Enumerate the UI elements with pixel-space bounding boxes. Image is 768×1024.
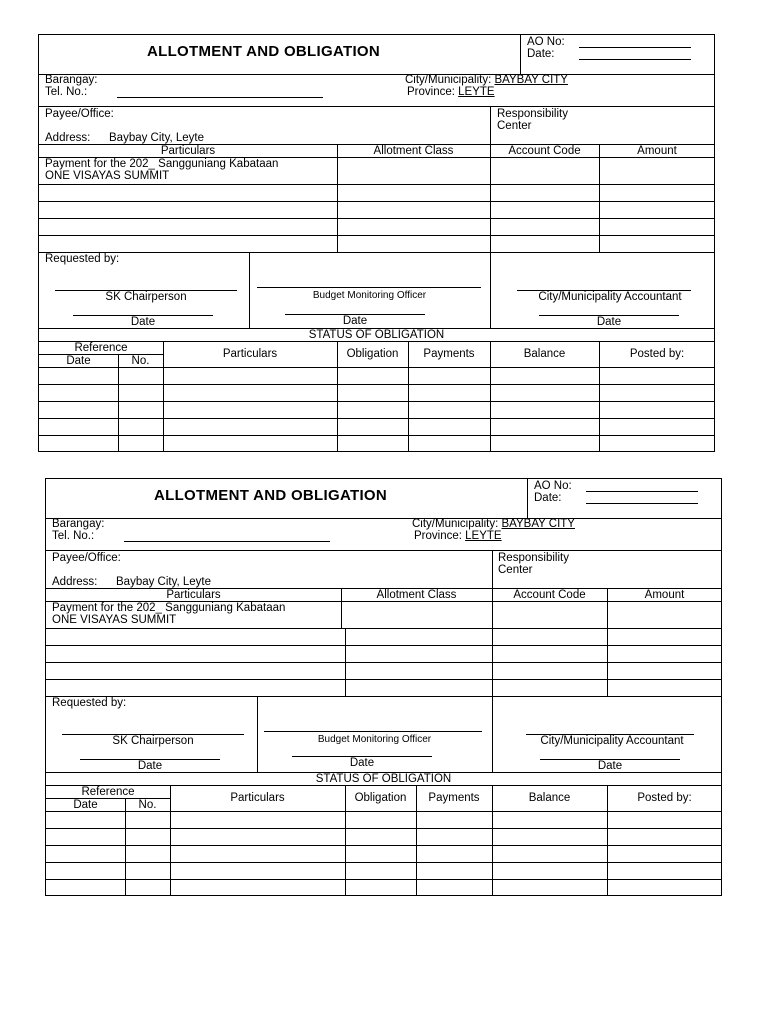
divider xyxy=(46,550,721,551)
divider xyxy=(39,435,714,436)
form-title: ALLOTMENT AND OBLIGATION xyxy=(147,43,381,60)
col-amount: Amount xyxy=(644,589,685,601)
accountant-date-label: Date xyxy=(596,316,622,328)
city-value: BAYBAY CITY xyxy=(494,74,568,86)
divider xyxy=(118,354,119,452)
budget-signature-line[interactable] xyxy=(264,731,482,732)
divider xyxy=(39,106,714,107)
budget-signature-line[interactable] xyxy=(257,287,481,288)
responsibility-label: Responsibility xyxy=(497,108,568,120)
budget-date-label: Date xyxy=(342,315,368,327)
payee-label: Payee/Office: xyxy=(45,108,114,120)
ao-no-field[interactable] xyxy=(579,47,691,48)
col-payments: Payments xyxy=(428,792,480,804)
header-divider xyxy=(527,479,528,518)
ao-no-label: AO No: xyxy=(534,480,572,492)
divider xyxy=(492,550,493,588)
responsibility-label-2: Center xyxy=(497,120,532,132)
divider xyxy=(46,628,721,629)
col-status-particulars: Particulars xyxy=(230,792,285,804)
date-field[interactable] xyxy=(586,503,698,504)
province-label: Province: LEYTE xyxy=(407,86,495,98)
col-allotment-class: Allotment Class xyxy=(376,589,457,601)
city-label: City/Municipality: BAYBAY CITY xyxy=(405,74,568,86)
col-balance: Balance xyxy=(523,348,566,360)
divider xyxy=(46,828,721,829)
city-value: BAYBAY CITY xyxy=(501,518,575,530)
particulars-text-1: Payment for the 202_ Sangguniang Kabataan xyxy=(45,158,279,170)
col-ref-date: Date xyxy=(73,799,98,811)
col-obligation: Obligation xyxy=(346,348,399,360)
date-field[interactable] xyxy=(579,59,691,60)
payee-label: Payee/Office: xyxy=(52,552,121,564)
ao-no-field[interactable] xyxy=(586,491,698,492)
col-allotment-class: Allotment Class xyxy=(373,145,454,157)
col-balance: Balance xyxy=(528,792,571,804)
particulars-text-2: ONE VISAYAS SUMMIT xyxy=(52,614,177,626)
budget-officer-label: Budget Monitoring Officer xyxy=(312,290,427,301)
divider xyxy=(46,845,721,846)
requested-by-label: Requested by: xyxy=(45,253,120,265)
header-divider xyxy=(520,35,521,74)
divider xyxy=(46,696,721,697)
col-reference: Reference xyxy=(81,786,135,798)
divider xyxy=(46,862,721,863)
col-ref-no: No. xyxy=(138,799,157,811)
col-ref-no: No. xyxy=(131,355,150,367)
col-account-code: Account Code xyxy=(508,145,581,157)
tel-label: Tel. No.: xyxy=(45,86,88,98)
divider xyxy=(39,218,714,219)
col-payments: Payments xyxy=(423,348,475,360)
responsibility-label-2: Center xyxy=(498,564,533,576)
province-value: LEYTE xyxy=(465,530,502,542)
tel-label: Tel. No.: xyxy=(52,530,95,542)
accountant-label: City/Municipality Accountant xyxy=(540,735,684,747)
date-label: Date: xyxy=(527,48,555,60)
divider xyxy=(46,662,721,663)
divider xyxy=(39,235,714,236)
divider xyxy=(46,811,721,812)
allotment-obligation-form-2 xyxy=(45,478,722,896)
date-label: Date: xyxy=(534,492,562,504)
divider xyxy=(46,879,721,880)
sk-date-label: Date xyxy=(137,760,163,772)
accountant-label: City/Municipality Accountant xyxy=(538,291,682,303)
responsibility-label: Responsibility xyxy=(498,552,569,564)
barangay-label: Barangay: xyxy=(52,518,105,530)
col-particulars: Particulars xyxy=(166,589,221,601)
form-title: ALLOTMENT AND OBLIGATION xyxy=(154,487,388,504)
divider xyxy=(490,106,491,144)
accountant-date-label: Date xyxy=(597,760,623,772)
divider xyxy=(341,588,342,628)
particulars-text-1: Payment for the 202_ Sangguniang Kabataan xyxy=(52,602,286,614)
col-status-particulars: Particulars xyxy=(222,348,278,360)
province-value: LEYTE xyxy=(458,86,495,98)
address-value: Baybay City, Leyte xyxy=(116,576,212,588)
divider xyxy=(39,384,714,385)
col-posted-by: Posted by: xyxy=(629,348,685,360)
city-label: City/Municipality: BAYBAY CITY xyxy=(412,518,575,530)
divider xyxy=(46,518,721,519)
tel-field[interactable] xyxy=(117,97,323,98)
status-title: STATUS OF OBLIGATION xyxy=(308,329,445,341)
divider xyxy=(490,252,491,328)
divider xyxy=(39,252,714,253)
divider xyxy=(46,679,721,680)
sk-date-label: Date xyxy=(130,316,156,328)
col-ref-date: Date xyxy=(66,355,91,367)
divider xyxy=(39,74,714,75)
sk-chairperson-label: SK Chairperson xyxy=(112,735,194,747)
status-title: STATUS OF OBLIGATION xyxy=(315,773,452,785)
tel-field[interactable] xyxy=(124,541,330,542)
ao-no-label: AO No: xyxy=(527,36,565,48)
budget-date-label: Date xyxy=(349,757,375,769)
divider xyxy=(492,696,493,772)
divider xyxy=(39,418,714,419)
requested-by-label: Requested by: xyxy=(52,697,127,709)
divider xyxy=(39,401,714,402)
divider xyxy=(39,367,714,368)
col-obligation: Obligation xyxy=(354,792,407,804)
barangay-label: Barangay: xyxy=(45,74,98,86)
particulars-text-2: ONE VISAYAS SUMMIT xyxy=(45,170,170,182)
address-label: Address: xyxy=(45,132,91,144)
divider xyxy=(39,201,714,202)
divider xyxy=(39,184,714,185)
divider xyxy=(46,645,721,646)
address-label: Address: xyxy=(52,576,98,588)
col-reference: Reference xyxy=(74,342,128,354)
address-value: Baybay City, Leyte xyxy=(109,132,205,144)
divider xyxy=(125,798,126,896)
col-posted-by: Posted by: xyxy=(637,792,692,804)
budget-officer-label: Budget Monitoring Officer xyxy=(317,734,432,745)
allotment-obligation-form-1 xyxy=(38,34,715,452)
col-particulars: Particulars xyxy=(160,145,216,157)
col-account-code: Account Code xyxy=(513,589,586,601)
col-amount: Amount xyxy=(637,145,677,157)
sk-chairperson-label: SK Chairperson xyxy=(105,291,187,303)
province-label: Province: LEYTE xyxy=(414,530,502,542)
